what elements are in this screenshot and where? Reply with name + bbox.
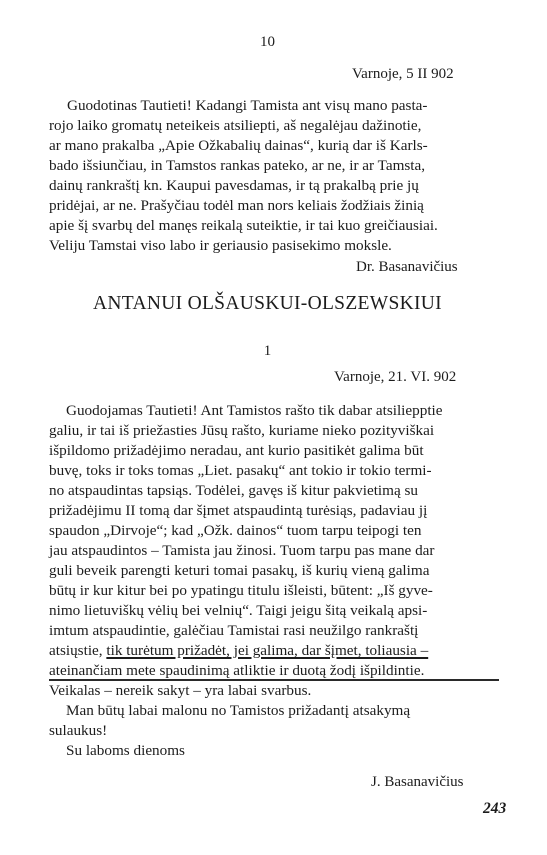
letter2-date: Varnoje, 21. VI. 902 xyxy=(334,369,457,385)
letter2-line: sulaukus! xyxy=(49,722,108,739)
letter1-line: Guodotinas Tautieti! Kadangi Tamista ant visų mano pasta- xyxy=(67,97,428,114)
letter1-line: ar mano prakalba „Apie Ožkabalių dainas“, kurią dar iš Karls- xyxy=(49,137,428,154)
letter1-line: pridėjai, ar ne. Prašyčiau todėl man nors keliais žodžiais žinią xyxy=(49,197,424,214)
letter2-line: no atspaudintas tapsiąs. Todėlei, gavęs iš kitur pakvietimą su xyxy=(49,482,418,499)
letter1-date: Varnoje, 5 II 902 xyxy=(352,66,454,82)
letter2-line: išpildomo prižadėjimo neradau, ant kurio pasitikėt galima būt xyxy=(49,442,424,459)
letter2-line: spaudon „Dirvoje“; kad „Ožk. dainos“ tuom tarpu teipogi ten xyxy=(49,522,422,539)
letter2-line: Su laboms dienoms xyxy=(66,742,185,759)
section-title: ANTANUI OLŠAUSKUI-OLSZEWSKIUI xyxy=(93,293,442,314)
letter1-line: apie šį svarbų del manęs reikalą suteiktie, ir tai kuo greičiausiai. xyxy=(49,217,438,234)
letter2-signature: J. Basanavičius xyxy=(371,774,464,790)
letter2-line: guli beveik parengti keturi tomai pasakų, iš kurių vieną galima xyxy=(49,562,430,579)
letter1-signature: Dr. Basanavičius xyxy=(356,259,458,275)
page-number-top: 10 xyxy=(260,34,275,50)
letter2-line: Guodojamas Tautieti! Ant Tamistos rašto tik dabar atsiliepptie xyxy=(66,402,443,419)
letter1-line: rojo laiko gromatų neteikeis atsiliepti, aš negalėjau dažinotie, xyxy=(49,117,422,134)
letter2-line: imtum atspaudintie, galėčiau Tamistai rasi neužilgo rankraštį xyxy=(49,622,419,639)
underlined-fragment: tik turėtum prižadėt, jei galima, dar šįmet, toliausia – xyxy=(106,642,429,659)
letter2-line xyxy=(49,641,428,661)
page-folio: 243 xyxy=(483,800,507,817)
letter2-line: galiu, ir tai iš priežasties Jūsų rašto, kuriame nieko pozityviškai xyxy=(49,422,435,439)
letter2-line: ateinančiam mete spaudinimą atliktie ir duotą žodį išpildintie. xyxy=(49,662,425,679)
letter2-line: Man būtų labai malonu no Tamistos prižadantį atsakymą xyxy=(66,702,411,719)
letter2-line: nimo lietuviškų vėlių bei velnių“. Taigi jeigu šitą veikalą apsi- xyxy=(49,602,428,619)
letter2-line: prižadėjimu II tomą dar šįmet atspaudintą turėsiąs, padaviau jį xyxy=(49,502,428,519)
letter1-line: bado išsiunčiau, in Tamstos rankas pateko, ar ne, ir ar Tamsta, xyxy=(49,157,426,174)
letter2-line: jau atspaudintos – Tamista jau žinosi. Tuom tarpu pas mane dar xyxy=(49,542,435,559)
letter1-line: dainų rankraštį kn. Kaupui pavesdamas, ir tą prakalbą prie jų xyxy=(49,177,419,194)
letter2-line: buvę, toks ir toks tomas „Liet. pasakų“ ant tokio ir tokio termi- xyxy=(49,462,432,479)
letter2-line: būtų ir kur kitur bei po ypatingu titulu išleisti, būtent: „Iš gyve- xyxy=(49,582,433,599)
section-number: 1 xyxy=(263,343,272,359)
letter2-line: Veikalas – nereik sakyt – yra labai svarbus. xyxy=(49,682,312,699)
letter2-line-start: atsiųstie, xyxy=(49,642,107,659)
letter1-line: Veliju Tamstai viso labo ir geriausio pasisekimo moksle. xyxy=(49,237,392,254)
